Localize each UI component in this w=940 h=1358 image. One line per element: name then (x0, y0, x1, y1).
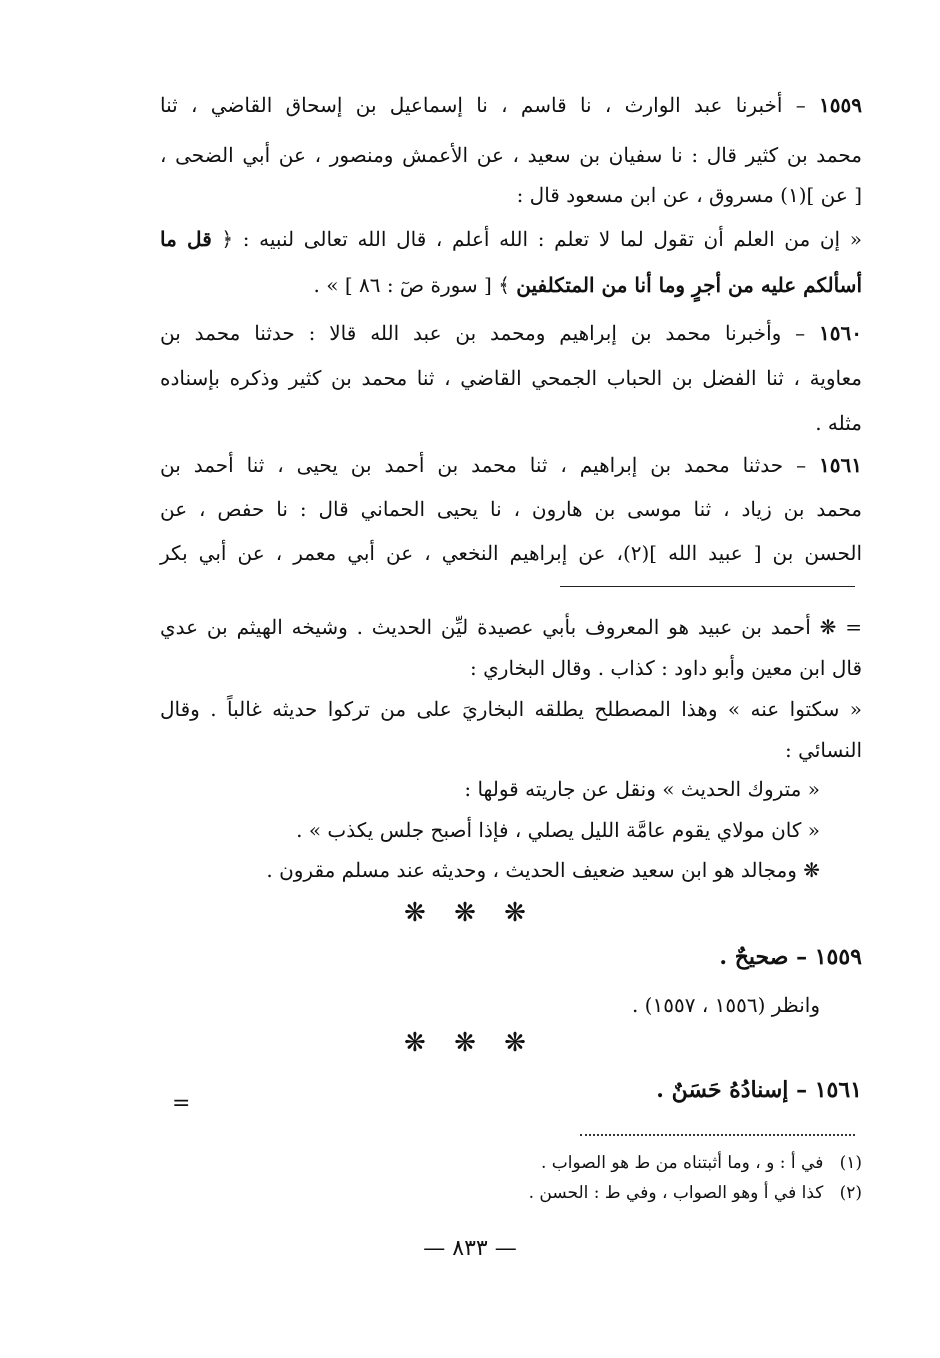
footnote-divider (580, 1134, 855, 1136)
hadith-1559-line-5 (314, 270, 862, 300)
commentary-divider (560, 586, 855, 587)
grading-1561: ١٥٦١ – إسنادُهُ حَسَنٌ . (656, 1077, 862, 1103)
commentary-line-6: « كان مولاي يقوم عامَّة الليل يصلي ، فإذا أصبح جلس يكذب » . (296, 818, 820, 842)
hadith-number: ١٥٥٩ (819, 93, 862, 117)
page-number: — ٨٣٣ — (423, 1236, 517, 1261)
hadith-number: ١٥٦٠ (819, 321, 862, 345)
hadith-text: – وأخبرنا محمد بن إبراهيم ومحمد بن عبد الله قالا : حدثنا محمد بن (160, 321, 806, 345)
hadith-1560-line-2: معاوية ، ثنا الفضل بن الحباب الجمحي القاضي ، ثنا محمد بن كثير وذكره بإسناده (160, 366, 862, 390)
hadith-1559-line-3: [ عن ](١) مسروق ، عن ابن مسعود قال : (516, 183, 862, 207)
footnote-text: في أ : و ، وما أثبتناه من ط هو الصواب . (540, 1153, 824, 1173)
commentary-line-1: = ❋ أحمد بن عبيد هو المعروف بأبي عصيدة ليِّن الحديث . وشيخه الهيثم بن عدي (160, 615, 862, 639)
commentary-line-3: « سكتوا عنه » وهذا المصطلح يطلقه البخاريَ على من تركوا حديثه غالباً . وقال (160, 697, 862, 721)
grading-1559-reference: وانظر (١٥٥٦ ، ١٥٥٧) . (631, 993, 820, 1017)
footnote-1 (541, 1150, 862, 1176)
hadith-1560-line-3: مثله . (815, 411, 862, 435)
footnote-text: كذا في أ وهو الصواب ، وفي ط : الحسن . (528, 1183, 824, 1203)
hadith-text: – حدثنا محمد بن إبراهيم ، ثنا محمد بن أحمد بن يحيى ، ثنا أحمد بن (160, 453, 807, 477)
footnote-marker: (١) (839, 1153, 862, 1173)
quran-quote: أسألكم عليه من أجرٍ وما أنا من المتكلفين (516, 273, 862, 297)
footnote-marker: (٢) (839, 1183, 862, 1203)
section-separator-stars: ❋ ❋ ❋ (404, 1028, 536, 1058)
hadith-text: – أخبرنا عبد الوارث ، نا قاسم ، نا إسماعيل بن إسحاق القاضي ، ثنا (160, 93, 806, 117)
hadith-1560-line-1 (160, 318, 862, 348)
hadith-text: « إن من العلم أن تقول لما لا تعلم : الله أعلم ، قال الله تعالى لنبيه : ﴿ (221, 227, 862, 251)
hadith-number: ١٥٦١ (819, 453, 863, 477)
commentary-line-7: ❋ ومجالد هو ابن سعيد ضعيف الحديث ، وحديثه عند مسلم مقرون . (266, 858, 820, 882)
continuation-mark: = (172, 1091, 191, 1116)
quran-reference: ﴾ [ سورة صٓ : ٨٦ ] » . (313, 273, 510, 297)
commentary-line-4: النسائي : (785, 738, 862, 762)
footnote-2 (529, 1180, 862, 1206)
commentary-line-5: « متروك الحديث » ونقل عن جاريته قولها : (464, 777, 820, 801)
grading-1559: ١٥٥٩ – صحيحٌ . (719, 944, 862, 970)
commentary-line-2: قال ابن معين وأبو داود : كذاب . وقال البخاري : (470, 656, 862, 680)
hadith-1559-line-2: محمد بن كثير قال : نا سفيان بن سعيد ، عن الأعمش ومنصور ، عن أبي الضحى ، (160, 143, 862, 167)
section-separator-stars: ❋ ❋ ❋ (404, 898, 536, 928)
quran-quote: قل ما (160, 227, 212, 251)
hadith-1561-line-3: الحسن بن [ عبيد الله ](٢)، عن إبراهيم النخعي ، عن أبي معمر ، عن أبي بكر (160, 541, 862, 565)
hadith-1561-line-2: محمد بن زياد ، ثنا موسى بن هارون ، نا يحيى الحماني قال : نا حفص ، عن (160, 497, 862, 521)
hadith-1559-line-4 (160, 224, 862, 254)
hadith-1559-line-1 (160, 90, 862, 120)
hadith-1561-line-1 (160, 450, 862, 480)
